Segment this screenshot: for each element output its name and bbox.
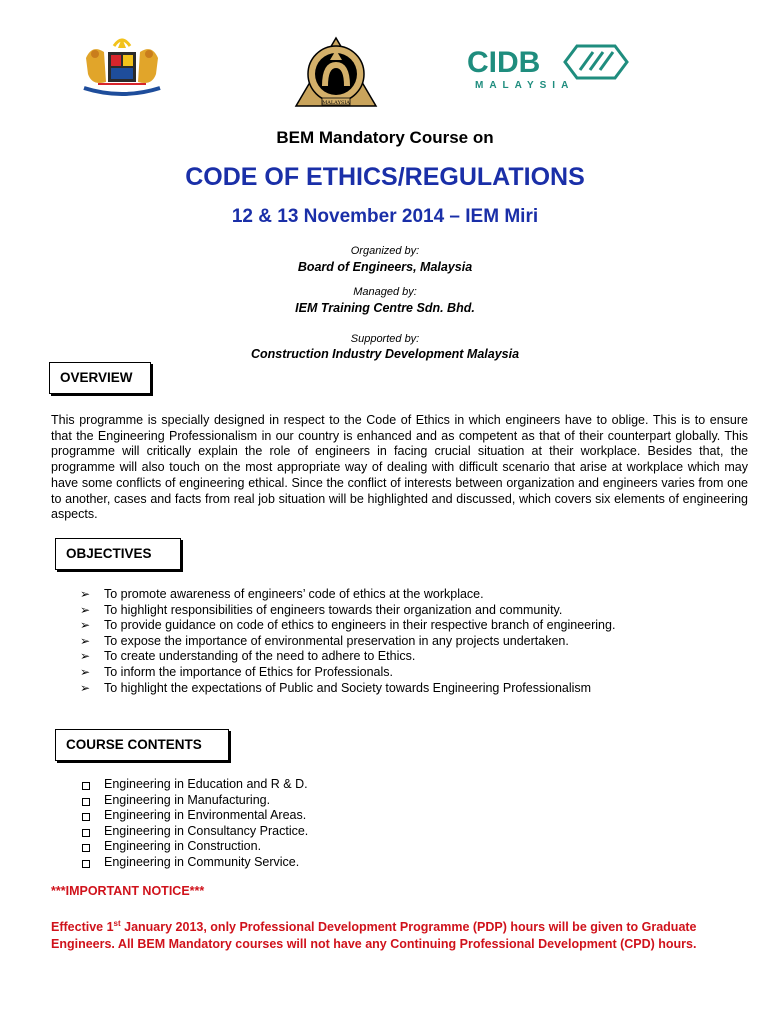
list-item xyxy=(80,793,480,809)
course-item-text: Engineering in Construction. xyxy=(104,839,262,854)
list-item xyxy=(80,649,683,665)
objective-text: To create understanding of the need to adhere to Ethics. xyxy=(104,649,416,664)
square-bullet-icon xyxy=(82,829,90,837)
course-contents-heading: COURSE CONTENTS xyxy=(55,729,229,761)
bem-ring-text: MALAYSIA xyxy=(322,100,350,106)
logo-row xyxy=(0,0,770,115)
square-bullet-icon xyxy=(82,798,90,806)
objective-text: To inform the importance of Ethics for Professionals. xyxy=(104,664,394,679)
list-item xyxy=(80,665,683,681)
organized-by-label: Organized by: xyxy=(350,245,420,257)
important-notice-title: ***IMPORTANT NOTICE*** xyxy=(51,884,205,898)
objectives-list xyxy=(80,587,683,696)
course-subtitle: BEM Mandatory Course on xyxy=(276,128,494,147)
course-item-text: Engineering in Education and R & D. xyxy=(104,777,308,791)
arrow-bullet-icon: ➢ xyxy=(80,649,91,664)
coat-of-arms-logo xyxy=(78,34,166,102)
arrow-bullet-icon: ➢ xyxy=(80,680,91,695)
list-item xyxy=(80,634,683,650)
course-item-text: Engineering in Consultancy Practice. xyxy=(104,823,309,838)
list-item xyxy=(80,587,683,603)
course-item-text: Engineering in Environmental Areas. xyxy=(104,808,307,823)
course-item-text: Engineering in Community Service. xyxy=(104,854,300,869)
objective-text: To provide guidance on code of ethics to engineers in their respective branch of engineering. xyxy=(104,618,616,633)
arrow-bullet-icon: ➢ xyxy=(80,602,91,617)
objective-text: To highlight the expectations of Public and Society towards Engineering Professionalism xyxy=(104,680,592,695)
course-contents-list xyxy=(80,777,480,871)
important-notice-text xyxy=(51,916,741,952)
arrow-bullet-icon: ➢ xyxy=(80,587,91,601)
cidb-logo xyxy=(465,42,629,92)
cidb-logo-text: CIDB xyxy=(467,46,541,79)
course-date-venue: 12 & 13 November 2014 – IEM Miri xyxy=(231,206,539,227)
notice-text-rest: January 2013, only Professional Development Programme (PDP) hours will be given to Graduate Engineers. All BEM Mandatory courses will not have any Continuing Professional Development (CPD) hours. xyxy=(51,920,697,951)
objectives-heading: OBJECTIVES xyxy=(55,538,181,570)
notice-superscript: st xyxy=(113,919,121,928)
overview-heading: OVERVIEW xyxy=(49,362,151,394)
arrow-bullet-icon: ➢ xyxy=(80,664,91,679)
list-item xyxy=(80,603,683,619)
organized-by-value: Board of Engineers, Malaysia xyxy=(297,260,473,274)
objective-text: To expose the importance of environmental preservation in any projects undertaken. xyxy=(104,633,569,648)
square-bullet-icon xyxy=(82,813,90,821)
list-item xyxy=(80,808,480,824)
list-item xyxy=(80,824,480,840)
supported-by-value: Construction Industry Development Malaysia xyxy=(250,347,520,361)
bem-logo xyxy=(294,36,378,108)
list-item xyxy=(80,855,480,871)
notice-text-start: Effective 1 xyxy=(51,920,114,935)
supported-by-label: Supported by: xyxy=(350,333,420,345)
objective-text: To promote awareness of engineers’ code of ethics at the workplace. xyxy=(104,587,484,601)
list-item xyxy=(80,681,683,697)
square-bullet-icon xyxy=(82,860,90,868)
list-item xyxy=(80,777,480,793)
arrow-bullet-icon: ➢ xyxy=(80,618,91,633)
objective-text: To highlight responsibilities of engineers towards their organization and community. xyxy=(104,602,563,617)
list-item xyxy=(80,618,683,634)
square-bullet-icon xyxy=(82,844,90,852)
list-item xyxy=(80,839,480,855)
course-title: CODE OF ETHICS/REGULATIONS xyxy=(185,163,585,191)
cidb-hexagon-icon xyxy=(565,46,627,78)
managed-by-label: Managed by: xyxy=(353,286,417,298)
arrow-bullet-icon: ➢ xyxy=(80,633,91,648)
square-bullet-icon xyxy=(82,782,90,790)
cidb-logo-subtext: MALAYSIA xyxy=(475,80,575,91)
managed-by-value: IEM Training Centre Sdn. Bhd. xyxy=(295,301,475,315)
course-item-text: Engineering in Manufacturing. xyxy=(104,792,271,807)
overview-paragraph: This programme is specially designed in respect to the Code of Ethics in which engineers have to oblige. This is to ensure that the Engineering Professionalism in our country is enhanced and as competent as that of their counterpart globally. This programme will critically explain the role of engineers in facing crucial situation at their workplace. Besides that, the programme will also touch on the most appropriate way of dealing with difficult scenario that arise at workplace which may have some conflicts of engineering ethical. Since the conflict of interests between organization and engineers varies from one to another, cases and facts from real job situation will be highlighted and discussed, which covers six elements of engineering aspects. xyxy=(51,413,748,522)
